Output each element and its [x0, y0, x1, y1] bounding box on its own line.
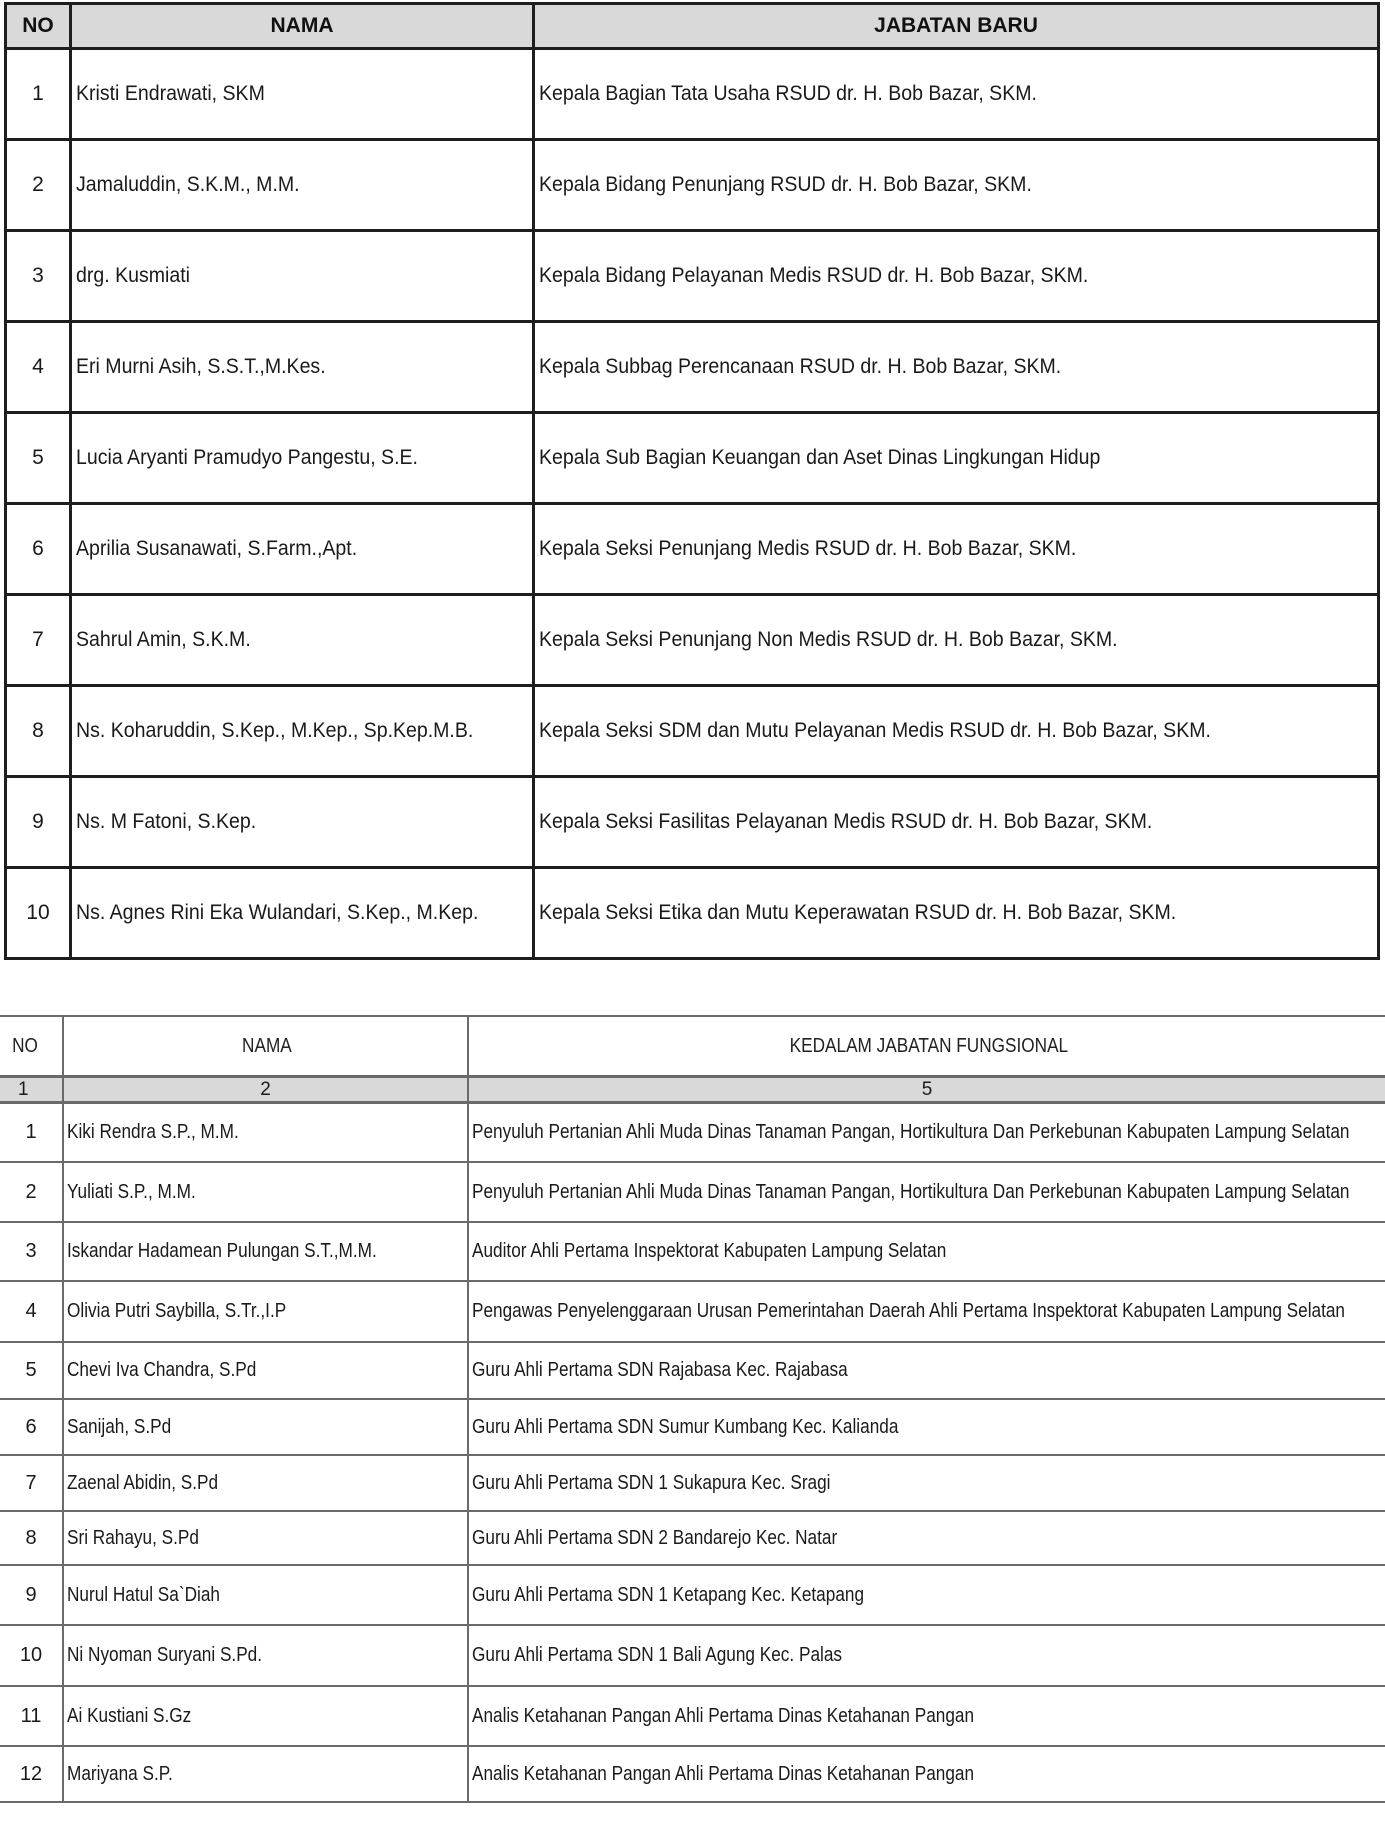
- table2-cell-nama: [63, 1686, 468, 1746]
- position-title: Guru Ahli Pertama SDN 1 Bali Agung Kec. Palas: [472, 1644, 843, 1666]
- table1-cell-no: [6, 504, 71, 595]
- table1-cell-jabatan: [534, 504, 1379, 595]
- table2-row: [0, 1565, 1385, 1625]
- row-number: 7: [32, 628, 44, 651]
- table1-cell-nama: [71, 49, 534, 140]
- row-number: 8: [32, 719, 44, 742]
- row-number: 6: [25, 1415, 37, 1438]
- table2-cell-nama: [63, 1399, 468, 1455]
- table1-header-no: NO: [6, 4, 71, 49]
- position-title: Kepala Seksi Etika dan Mutu Keperawatan RSUD dr. H. Bob Bazar, SKM.: [539, 901, 1177, 924]
- table1-header-row: [6, 4, 1379, 49]
- table2-row: [0, 1222, 1385, 1281]
- table2-cell-jabatan: [468, 1455, 1385, 1511]
- table2-cell-jabatan: [468, 1686, 1385, 1746]
- row-number: 4: [32, 355, 44, 378]
- position-title: Guru Ahli Pertama SDN Sumur Kumbang Kec. Kalianda: [472, 1415, 899, 1438]
- row-number: 8: [25, 1526, 37, 1549]
- table1-row: [6, 140, 1379, 231]
- table1-header-nama: NAMA: [71, 4, 534, 49]
- position-title: Guru Ahli Pertama SDN 2 Bandarejo Kec. Natar: [472, 1526, 838, 1549]
- table1-row: [6, 595, 1379, 686]
- table2-header-no: [0, 1016, 63, 1077]
- table2-cell-nama: [63, 1162, 468, 1222]
- table2-cell-no: [0, 1455, 63, 1511]
- table2-cell-no: [0, 1281, 63, 1342]
- table2-cell-no: [0, 1511, 63, 1565]
- table1-cell-jabatan: [534, 322, 1379, 413]
- table1-cell-jabatan: [534, 595, 1379, 686]
- person-name: Mariyana S.P.: [67, 1762, 173, 1785]
- person-name: Olivia Putri Saybilla, S.Tr.,I.P: [67, 1300, 287, 1322]
- table1-cell-nama: [71, 595, 534, 686]
- person-name: Ns. M Fatoni, S.Kep.: [76, 810, 257, 833]
- table2-cell-nama: [63, 1103, 468, 1162]
- row-number: 2: [25, 1180, 37, 1203]
- position-title: Analis Ketahanan Pangan Ahli Pertama Dinas Ketahanan Pangan: [472, 1704, 975, 1727]
- table2-cell-jabatan: [468, 1565, 1385, 1625]
- table1-row: [6, 777, 1379, 868]
- table2-cell-jabatan: [468, 1103, 1385, 1162]
- table2-cell-nama: [63, 1222, 468, 1281]
- table2-cell-no: [0, 1399, 63, 1455]
- person-name: Ai Kustiani S.Gz: [67, 1704, 192, 1727]
- table1-cell-jabatan: [534, 686, 1379, 777]
- table1-cell-nama: [71, 504, 534, 595]
- row-number: 3: [32, 264, 44, 287]
- table1-cell-nama: [71, 140, 534, 231]
- person-name: Sanijah, S.Pd: [67, 1415, 172, 1438]
- table2-cell-no: [0, 1686, 63, 1746]
- row-number: 10: [26, 901, 50, 924]
- person-name: Iskandar Hadamean Pulungan S.T.,M.M.: [67, 1240, 377, 1262]
- table1-cell-no: [6, 868, 71, 959]
- table2-header-nama: [63, 1016, 468, 1077]
- table2-cell-jabatan: [468, 1399, 1385, 1455]
- row-number: 9: [32, 810, 44, 833]
- row-number: 12: [19, 1762, 43, 1785]
- position-title: Auditor Ahli Pertama Inspektorat Kabupaten Lampung Selatan: [472, 1240, 947, 1262]
- table2-cell-nama: [63, 1342, 468, 1399]
- table2-cell-no: [0, 1746, 63, 1802]
- table1-cell-nama: [71, 231, 534, 322]
- table1-cell-no: [6, 231, 71, 322]
- table2-cell-jabatan: [468, 1222, 1385, 1281]
- table2-row: [0, 1342, 1385, 1399]
- table2-colnum-no: 1: [0, 1077, 63, 1103]
- table1-header-jabatan: JABATAN BARU: [534, 4, 1379, 49]
- table1-cell-jabatan: [534, 868, 1379, 959]
- table2-row: [0, 1162, 1385, 1222]
- table1-cell-jabatan: [534, 231, 1379, 322]
- table2-cell-jabatan: [468, 1746, 1385, 1802]
- table2-row: [0, 1103, 1385, 1162]
- table2-cell-nama: [63, 1511, 468, 1565]
- person-name: Nurul Hatul Sa`Diah: [67, 1583, 220, 1606]
- table2-cell-nama: [63, 1746, 468, 1802]
- person-name: Jamaluddin, S.K.M., M.M.: [76, 173, 300, 196]
- person-name: Zaenal Abidin, S.Pd: [67, 1471, 219, 1494]
- table2-colnum-nama: 2: [63, 1077, 468, 1103]
- table2-cell-no: [0, 1103, 63, 1162]
- table2-cell-no: [0, 1565, 63, 1625]
- table1-cell-no: [6, 413, 71, 504]
- table1-cell-nama: [71, 686, 534, 777]
- person-name: Kristi Endrawati, SKM: [76, 82, 265, 105]
- table2-cell-nama: [63, 1625, 468, 1686]
- table1-cell-jabatan: [534, 49, 1379, 140]
- position-title: Kepala Seksi SDM dan Mutu Pelayanan Medis RSUD dr. H. Bob Bazar, SKM.: [539, 719, 1211, 742]
- position-title: Kepala Sub Bagian Keuangan dan Aset Dinas Lingkungan Hidup: [539, 446, 1101, 469]
- table2-cell-nama: [63, 1565, 468, 1625]
- table2-cell-no: [0, 1625, 63, 1686]
- table1-body: [6, 49, 1379, 959]
- table2-row: [0, 1686, 1385, 1746]
- person-name: Sahrul Amin, S.K.M.: [76, 628, 251, 651]
- position-title: Kepala Subbag Perencanaan RSUD dr. H. Bob Bazar, SKM.: [539, 355, 1062, 378]
- table2-row: [0, 1455, 1385, 1511]
- table2-row: [0, 1281, 1385, 1342]
- table1-cell-nama: [71, 777, 534, 868]
- row-number: 10: [19, 1644, 43, 1666]
- row-number: 3: [25, 1240, 37, 1262]
- table1-cell-no: [6, 322, 71, 413]
- person-name: drg. Kusmiati: [76, 264, 190, 287]
- table1-cell-nama: [71, 322, 534, 413]
- table2-header-row: [0, 1016, 1385, 1077]
- table1-row: [6, 322, 1379, 413]
- position-title: Analis Ketahanan Pangan Ahli Pertama Dinas Ketahanan Pangan: [472, 1762, 975, 1785]
- table1-row: [6, 413, 1379, 504]
- person-name: Kiki Rendra S.P., M.M.: [67, 1121, 239, 1144]
- table1-cell-no: [6, 49, 71, 140]
- person-name: Ni Nyoman Suryani S.Pd.: [67, 1644, 263, 1666]
- table2-cell-no: [0, 1342, 63, 1399]
- table2-cell-jabatan: [468, 1511, 1385, 1565]
- table1-row: [6, 504, 1379, 595]
- table2-header-no-text: NO: [12, 1035, 38, 1057]
- table2-column-number-row: [0, 1077, 1385, 1103]
- table1-row: [6, 231, 1379, 322]
- table2-cell-nama: [63, 1455, 468, 1511]
- person-name: Eri Murni Asih, S.S.T.,M.Kes.: [76, 355, 326, 378]
- table2-cell-nama: [63, 1281, 468, 1342]
- table2-row: [0, 1625, 1385, 1686]
- person-name: Aprilia Susanawati, S.Farm.,Apt.: [76, 537, 358, 560]
- row-number: 5: [32, 446, 44, 469]
- position-title: Guru Ahli Pertama SDN 1 Sukapura Kec. Sragi: [472, 1471, 831, 1494]
- table2-cell-no: [0, 1222, 63, 1281]
- position-title: Kepala Seksi Penunjang Medis RSUD dr. H. Bob Bazar, SKM.: [539, 537, 1077, 560]
- table1-cell-no: [6, 777, 71, 868]
- table1-cell-nama: [71, 413, 534, 504]
- row-number: 2: [32, 173, 44, 196]
- row-number: 5: [25, 1359, 37, 1381]
- person-name: Lucia Aryanti Pramudyo Pangestu, S.E.: [76, 446, 418, 469]
- table1-row: [6, 686, 1379, 777]
- row-number: 6: [32, 537, 44, 560]
- table1-cell-jabatan: [534, 413, 1379, 504]
- table1-row: [6, 868, 1379, 959]
- table2-cell-jabatan: [468, 1281, 1385, 1342]
- table2-body: [0, 1103, 1385, 1802]
- row-number: 9: [25, 1583, 37, 1606]
- position-title: Penyuluh Pertanian Ahli Muda Dinas Tanaman Pangan, Hortikultura Dan Perkebunan Kabupaten Lampung Selatan: [472, 1180, 1350, 1203]
- table1-row: [6, 49, 1379, 140]
- row-number: 1: [32, 82, 44, 105]
- position-title: Pengawas Penyelenggaraan Urusan Pemerintahan Daerah Ahli Pertama Inspektorat Kabupaten Lampung Selatan: [472, 1300, 1346, 1322]
- table2-row: [0, 1746, 1385, 1802]
- table1-cell-no: [6, 595, 71, 686]
- position-title: Guru Ahli Pertama SDN 1 Ketapang Kec. Ketapang: [472, 1583, 865, 1606]
- position-title: Penyuluh Pertanian Ahli Muda Dinas Tanaman Pangan, Hortikultura Dan Perkebunan Kabupaten Lampung Selatan: [472, 1121, 1350, 1144]
- table2-cell-jabatan: [468, 1162, 1385, 1222]
- person-name: Ns. Agnes Rini Eka Wulandari, S.Kep., M.Kep.: [76, 901, 479, 924]
- table2-cell-jabatan: [468, 1625, 1385, 1686]
- table2-cell-no: [0, 1162, 63, 1222]
- table2-cell-jabatan: [468, 1342, 1385, 1399]
- table-jabatan-fungsional: [0, 1015, 1385, 1803]
- table1-cell-jabatan: [534, 140, 1379, 231]
- position-title: Guru Ahli Pertama SDN Rajabasa Kec. Rajabasa: [472, 1359, 848, 1381]
- table2-colnum-jabatan: 5: [468, 1077, 1385, 1103]
- person-name: Yuliati S.P., M.M.: [67, 1180, 196, 1203]
- table2-header-jabatan-text: KEDALAM JABATAN FUNGSIONAL: [789, 1035, 1068, 1057]
- position-title: Kepala Seksi Penunjang Non Medis RSUD dr. H. Bob Bazar, SKM.: [539, 628, 1118, 651]
- table1-cell-no: [6, 140, 71, 231]
- table2-row: [0, 1511, 1385, 1565]
- person-name: Chevi Iva Chandra, S.Pd: [67, 1359, 257, 1381]
- table-jabatan-baru: [4, 2, 1380, 960]
- person-name: Ns. Koharuddin, S.Kep., M.Kep., Sp.Kep.M.B.: [76, 719, 474, 742]
- table2-row: [0, 1399, 1385, 1455]
- table1-cell-jabatan: [534, 777, 1379, 868]
- row-number: 4: [25, 1300, 37, 1322]
- table1-cell-nama: [71, 868, 534, 959]
- table2-header-nama-text: NAMA: [242, 1035, 292, 1057]
- row-number: 7: [25, 1471, 37, 1494]
- row-number: 1: [25, 1121, 37, 1144]
- position-title: Kepala Bidang Pelayanan Medis RSUD dr. H. Bob Bazar, SKM.: [539, 264, 1089, 287]
- position-title: Kepala Seksi Fasilitas Pelayanan Medis RSUD dr. H. Bob Bazar, SKM.: [539, 810, 1153, 833]
- table1-cell-no: [6, 686, 71, 777]
- position-title: Kepala Bidang Penunjang RSUD dr. H. Bob Bazar, SKM.: [539, 173, 1032, 196]
- row-number: 11: [20, 1704, 42, 1727]
- person-name: Sri Rahayu, S.Pd: [67, 1526, 199, 1549]
- table2-header-jabatan: [468, 1016, 1385, 1077]
- position-title: Kepala Bagian Tata Usaha RSUD dr. H. Bob Bazar, SKM.: [539, 82, 1037, 105]
